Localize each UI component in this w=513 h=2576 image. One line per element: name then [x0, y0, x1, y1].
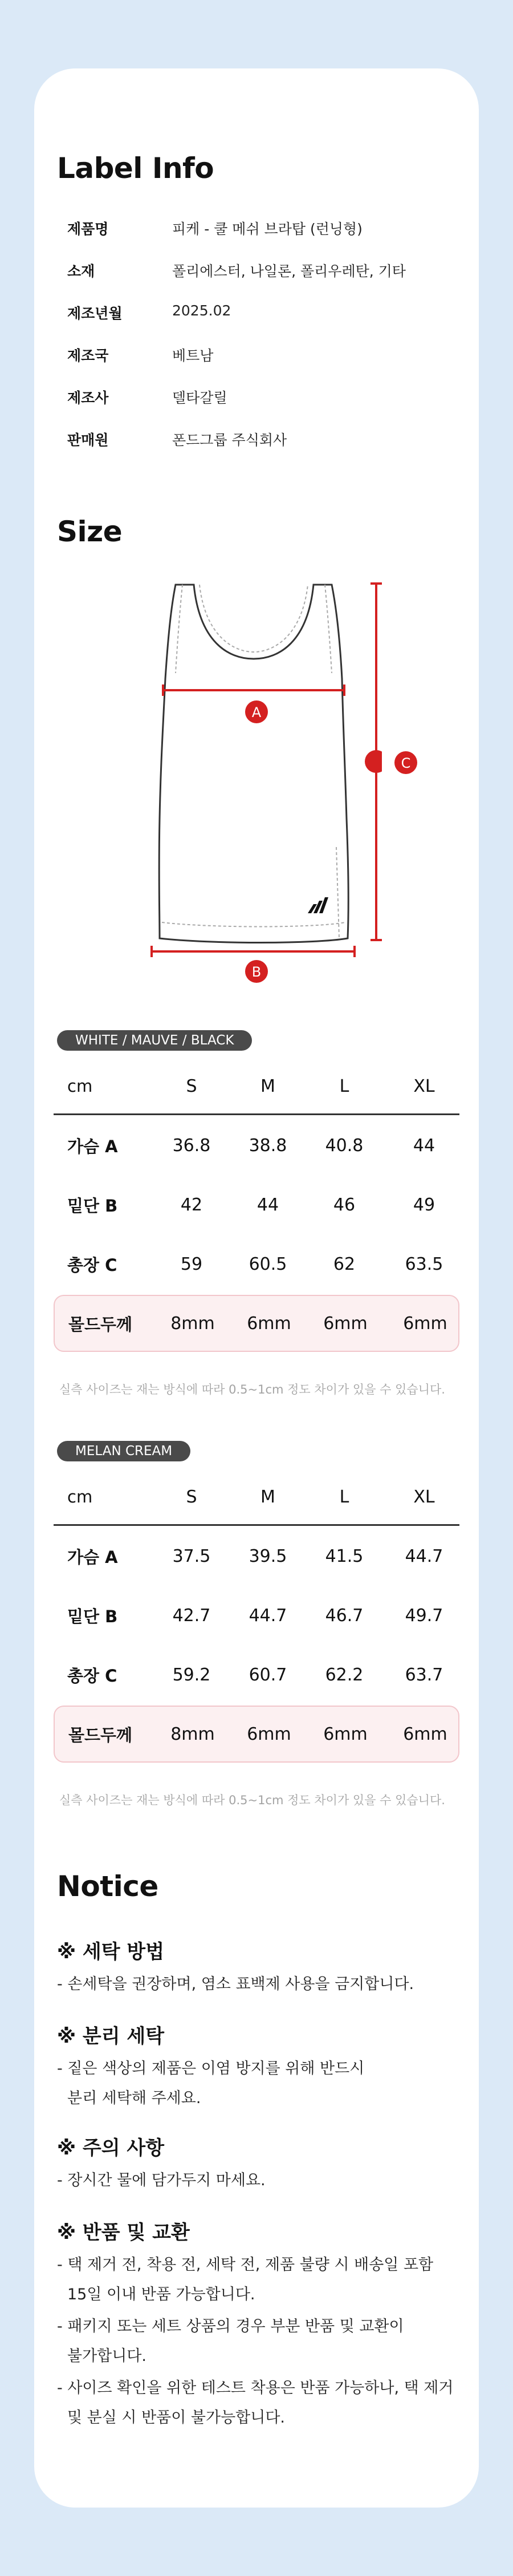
label-key: 판매원: [67, 432, 109, 448]
table-row-label: 밑단 B: [67, 1196, 118, 1216]
notice-title: Notice: [57, 1870, 158, 1903]
table-cell: 44: [413, 1135, 435, 1156]
notice-heading-washing: ※ 세탁 방법: [57, 1941, 165, 1963]
table-row-label: 총장 C: [67, 1255, 117, 1275]
label-value: 폰드그룹 주식회사: [172, 432, 287, 448]
mold-thickness-row: [54, 1706, 459, 1763]
table-row-label: 가슴 A: [67, 1547, 118, 1567]
table-cell: 60.5: [249, 1254, 287, 1274]
table-cell: 62.2: [325, 1664, 364, 1685]
measurement-note: 실측 사이즈는 재는 방식에 따라 0.5~1cm 정도 차이가 있을 수 있습니다.: [59, 1793, 445, 1807]
table-cell: 44.7: [405, 1546, 443, 1566]
table-header-cell: L: [339, 1487, 349, 1507]
table-header-cell: cm: [67, 1487, 93, 1506]
label-value: 베트남: [172, 347, 214, 364]
table-cell: 44: [256, 1194, 279, 1215]
table-row: [54, 1652, 459, 1698]
table-cell: 42.7: [172, 1605, 211, 1626]
size-table: [54, 1474, 459, 1765]
label-value: 델타갈릴: [172, 390, 227, 406]
label-key: 소재: [67, 263, 95, 280]
table-cell: 62: [333, 1254, 356, 1274]
table-divider: [54, 1524, 459, 1526]
table-cell: 59: [180, 1254, 203, 1274]
label-value: 폴리에스터, 나일론, 폴리우레탄, 기타: [172, 263, 406, 280]
notice-line: - 짙은 색상의 제품은 이염 방지를 위해 반드시: [57, 2060, 365, 2077]
table-cell: 6mm: [247, 1724, 291, 1744]
notice-heading-returns: ※ 반품 및 교환: [57, 2221, 190, 2244]
notice-heading-separate-wash: ※ 분리 세탁: [57, 2025, 165, 2048]
size-table: [54, 1063, 459, 1354]
notice-line: 불가합니다.: [67, 2347, 146, 2365]
notice-line: - 택 제거 전, 착용 전, 세탁 전, 제품 불량 시 배송일 포함: [57, 2256, 434, 2274]
notice-line: - 장시간 물에 담가두지 마세요.: [57, 2172, 266, 2189]
color-badge: MELAN CREAM: [57, 1441, 190, 1461]
table-cell: 40.8: [325, 1135, 364, 1156]
table-cell: 46.7: [325, 1605, 364, 1626]
table-cell: 6mm: [403, 1724, 447, 1744]
table-header-cell: S: [186, 1487, 197, 1507]
notice-line: 분리 세탁해 주세요.: [67, 2089, 201, 2107]
table-header-cell: M: [260, 1076, 275, 1096]
measurement-note: 실측 사이즈는 재는 방식에 따라 0.5~1cm 정도 차이가 있을 수 있습니다.: [59, 1383, 445, 1396]
table-header-cell: M: [260, 1487, 275, 1507]
label-info-title: Label Info: [57, 152, 214, 185]
measure-b-line: [152, 946, 355, 957]
table-cell: 39.5: [249, 1546, 287, 1566]
table-row-label: 밑단 B: [67, 1606, 118, 1626]
notice-line: 15일 이내 반품 가능합니다.: [67, 2286, 255, 2303]
table-cell: 49.7: [405, 1605, 443, 1626]
table-cell: 6mm: [323, 1724, 368, 1744]
table-row-label: 몰드두께: [68, 1725, 133, 1745]
table-cell: 63.7: [405, 1664, 443, 1685]
notice-line: - 패키지 또는 세트 상품의 경우 부분 반품 및 교환이: [57, 2318, 404, 2335]
measure-a-label: A: [251, 704, 262, 720]
table-header-cell: XL: [413, 1076, 435, 1096]
color-badge: WHITE / MAUVE / BLACK: [57, 1030, 252, 1051]
table-header-cell: cm: [67, 1076, 93, 1096]
table-cell: 59.2: [172, 1664, 211, 1685]
label-key: 제조사: [67, 390, 109, 406]
table-row: [54, 1593, 459, 1638]
table-header-row: [54, 1063, 459, 1109]
measure-a-line: [163, 684, 344, 696]
label-key: 제조년월: [67, 305, 123, 322]
table-row: [54, 1533, 459, 1579]
measure-b-label: B: [251, 964, 262, 980]
measure-c-marker: [365, 750, 382, 773]
table-cell: 42: [180, 1194, 203, 1215]
table-header-cell: XL: [413, 1487, 435, 1507]
label-key: 제품명: [67, 221, 109, 237]
table-cell: 8mm: [170, 1313, 215, 1334]
table-cell: 44.7: [249, 1605, 287, 1626]
notice-heading-caution: ※ 주의 사항: [57, 2137, 165, 2160]
table-cell: 46: [333, 1194, 356, 1215]
table-cell: 8mm: [170, 1724, 215, 1744]
table-row: [54, 1241, 459, 1287]
size-title: Size: [57, 515, 123, 548]
measure-c-badge: [393, 750, 418, 775]
table-cell: 49: [413, 1194, 435, 1215]
table-row: [54, 1123, 459, 1168]
table-header-row: [54, 1474, 459, 1520]
table-cell: 6mm: [247, 1313, 291, 1334]
notice-line: - 손세탁을 권장하며, 염소 표백제 사용을 금지합니다.: [57, 1975, 414, 1993]
table-header-cell: S: [186, 1076, 197, 1096]
measure-c-label: C: [401, 755, 411, 771]
notice-line: 및 분실 시 반품이 불가능합니다.: [67, 2409, 285, 2427]
label-key: 제조국: [67, 347, 109, 364]
table-row-label: 가슴 A: [67, 1136, 118, 1156]
table-cell: 37.5: [172, 1546, 211, 1566]
table-cell: 6mm: [403, 1313, 447, 1334]
label-value: 2025.02: [172, 302, 231, 319]
table-row-label: 총장 C: [67, 1666, 117, 1686]
tank-top-illustration: [159, 585, 348, 943]
table-cell: 36.8: [172, 1135, 211, 1156]
table-cell: 38.8: [249, 1135, 287, 1156]
table-cell: 41.5: [325, 1546, 364, 1566]
table-header-cell: L: [339, 1076, 349, 1096]
table-row-label: 몰드두께: [68, 1314, 133, 1334]
table-cell: 63.5: [405, 1254, 443, 1274]
table-row: [54, 1182, 459, 1228]
brand-logo-icon: [308, 897, 328, 913]
size-diagram: [142, 573, 382, 995]
table-cell: 6mm: [323, 1313, 368, 1334]
mold-thickness-row: [54, 1295, 459, 1352]
table-cell: 60.7: [249, 1664, 287, 1685]
label-value: 피케 - 쿨 메쉬 브라탑 (런닝형): [172, 221, 363, 237]
table-divider: [54, 1113, 459, 1115]
notice-line: - 사이즈 확인을 위한 테스트 착용은 반품 가능하나, 택 제거: [57, 2379, 454, 2397]
